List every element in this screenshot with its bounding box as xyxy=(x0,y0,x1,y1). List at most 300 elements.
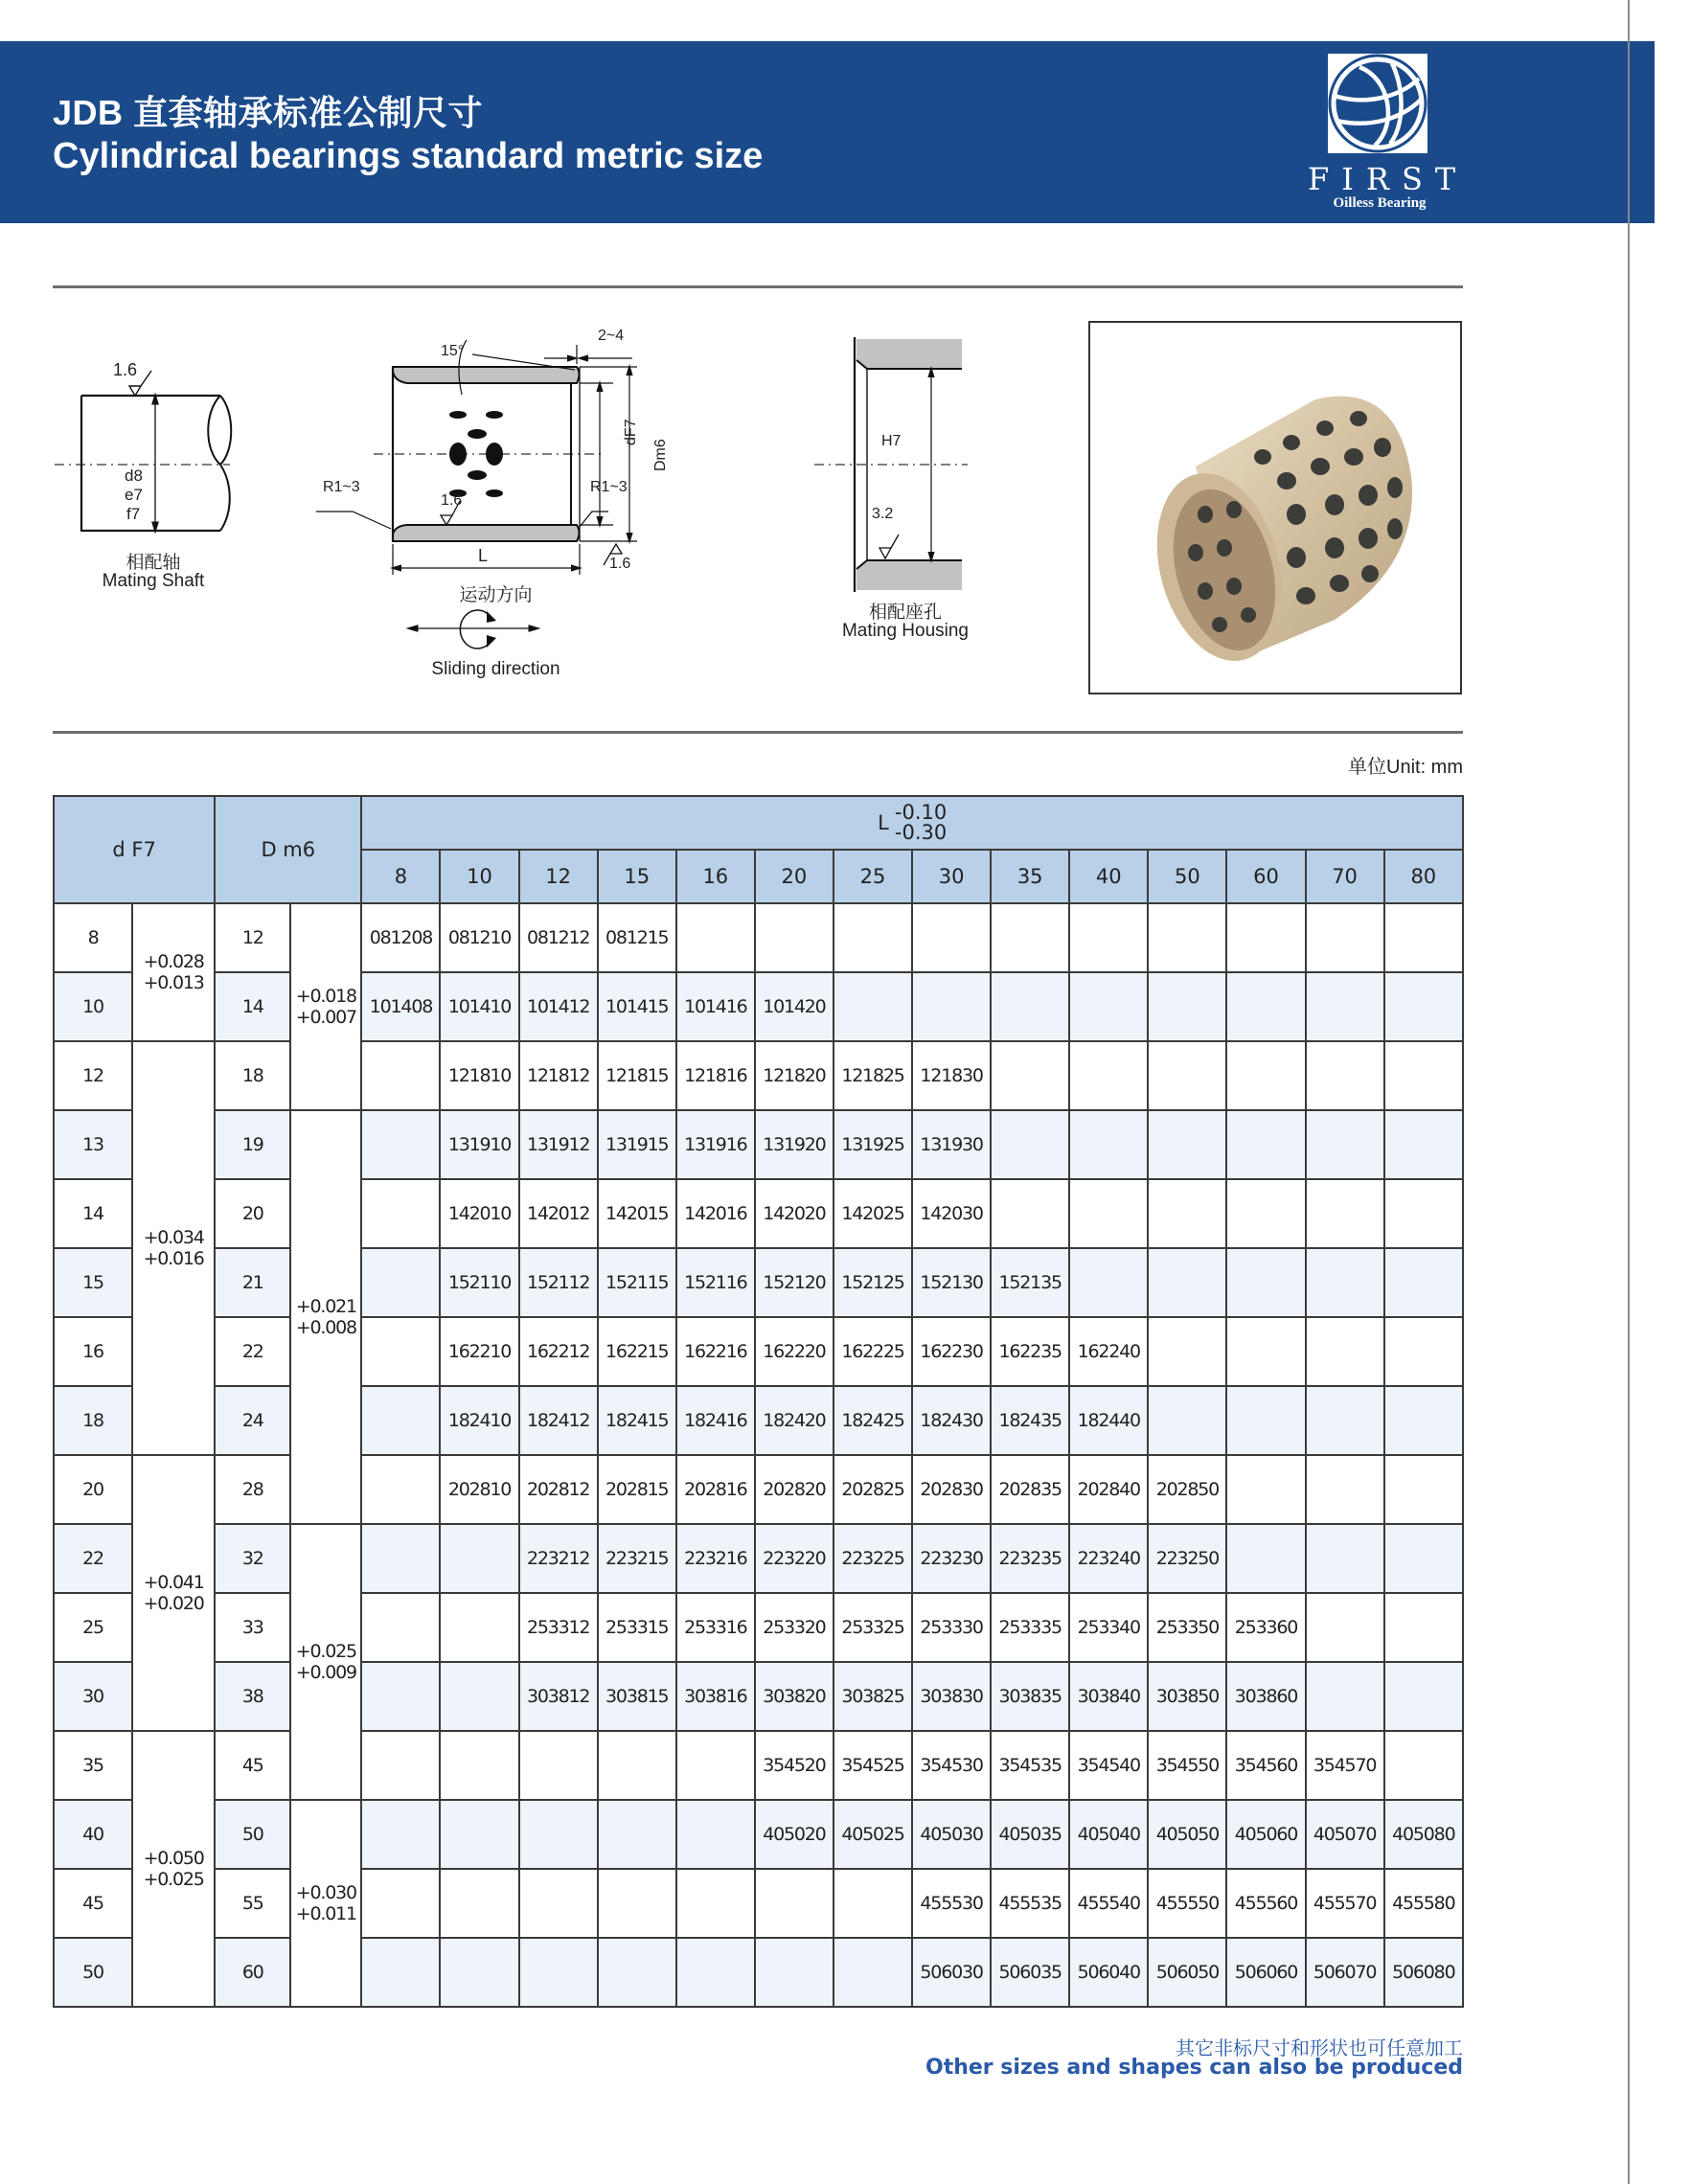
cell-part-code: 223216 xyxy=(676,1524,755,1593)
cell-part-code: 253312 xyxy=(519,1593,598,1662)
cell-part-code: 455540 xyxy=(1069,1869,1148,1938)
cell-part-code: 455560 xyxy=(1226,1869,1305,1938)
cell-part-code: 405050 xyxy=(1148,1800,1226,1869)
cell-part-code: 142010 xyxy=(440,1179,518,1248)
cell-part-code xyxy=(676,1869,755,1938)
bushing-chamfer: 2~4 xyxy=(598,328,625,344)
cell-part-code xyxy=(676,1800,755,1869)
cell-part-code: 202816 xyxy=(676,1455,755,1524)
cell-part-code xyxy=(1226,1455,1305,1524)
header-length-8: 8 xyxy=(361,850,440,903)
cell-part-code: 223250 xyxy=(1148,1524,1226,1593)
cell-part-code xyxy=(1384,1593,1463,1662)
cell-part-code xyxy=(1384,1110,1463,1179)
cell-part-code: 101410 xyxy=(440,972,518,1041)
cell-part-code xyxy=(1306,1248,1384,1317)
cell-d-tolerance xyxy=(132,1041,215,1455)
cell-d: 13 xyxy=(54,1110,132,1179)
cell-part-code: 202850 xyxy=(1148,1455,1226,1524)
cell-part-code: 303830 xyxy=(912,1662,991,1731)
cell-part-code xyxy=(361,1731,440,1800)
cell-part-code: 303812 xyxy=(519,1662,598,1731)
header-length-70: 70 xyxy=(1306,850,1384,903)
tol-upper: +0.041 xyxy=(143,1572,204,1593)
cell-part-code: 152112 xyxy=(519,1248,598,1317)
cell-part-code xyxy=(1069,1248,1148,1317)
cell-part-code: 131930 xyxy=(912,1110,991,1179)
header-length-25: 25 xyxy=(834,850,912,903)
cell-part-code: 142015 xyxy=(598,1179,676,1248)
cell-part-code xyxy=(598,1800,676,1869)
cell-part-code: 303820 xyxy=(755,1662,834,1731)
cell-part-code: 152125 xyxy=(834,1248,912,1317)
header-length-60: 60 xyxy=(1226,850,1305,903)
cell-part-code: 131915 xyxy=(598,1110,676,1179)
cell-part-code: 121830 xyxy=(912,1041,991,1110)
cell-part-code: 223235 xyxy=(991,1524,1069,1593)
housing-caption-cn: 相配座孔 xyxy=(868,603,942,623)
motion-caption-cn: 运动方向 xyxy=(459,585,533,605)
cell-part-code: 101408 xyxy=(361,972,440,1041)
cell-part-code xyxy=(1384,1041,1463,1110)
cell-part-code xyxy=(361,1317,440,1386)
product-photo-frame xyxy=(1088,321,1462,694)
cell-d: 10 xyxy=(54,972,132,1041)
cell-d-tolerance xyxy=(132,1731,215,2007)
bushing-drawing xyxy=(316,316,699,671)
cell-part-code xyxy=(519,1800,598,1869)
cell-part-code xyxy=(912,972,991,1041)
bushing-radius-right: R1~3 xyxy=(590,479,628,495)
cell-part-code: 182415 xyxy=(598,1386,676,1455)
motion-caption-en: Sliding direction xyxy=(431,659,560,679)
shaft-tolerance-d8: d8 xyxy=(125,466,143,485)
cell-part-code: 202820 xyxy=(755,1455,834,1524)
page-title-en: Cylindrical bearings standard metric size xyxy=(53,136,764,176)
cell-part-code: 162240 xyxy=(1069,1317,1148,1386)
cell-d: 50 xyxy=(54,1938,132,2007)
cell-part-code xyxy=(1384,1386,1463,1455)
cell-part-code: 182435 xyxy=(991,1386,1069,1455)
cell-part-code xyxy=(1226,1110,1305,1179)
cell-D: 33 xyxy=(215,1593,290,1662)
cell-part-code xyxy=(1306,1179,1384,1248)
cell-part-code: 131916 xyxy=(676,1110,755,1179)
cell-part-code xyxy=(1384,1524,1463,1593)
cell-D: 28 xyxy=(215,1455,290,1524)
cell-part-code: 162220 xyxy=(755,1317,834,1386)
tol-upper: +0.050 xyxy=(143,1848,204,1869)
cell-part-code: 506080 xyxy=(1384,1938,1463,2007)
cell-D: 12 xyxy=(215,903,290,972)
cell-part-code xyxy=(834,972,912,1041)
cell-part-code xyxy=(1226,1317,1305,1386)
tol-lower: +0.009 xyxy=(295,1662,356,1683)
cell-D: 24 xyxy=(215,1386,290,1455)
cell-d: 40 xyxy=(54,1800,132,1869)
cell-d-tolerance xyxy=(132,1455,215,1731)
bushing-inner-dim: dF7 xyxy=(623,419,639,445)
cell-part-code xyxy=(1306,1386,1384,1455)
cell-d: 8 xyxy=(54,903,132,972)
cell-part-code: 081210 xyxy=(440,903,518,972)
bushing-length: L xyxy=(478,546,489,565)
cell-part-code: 202810 xyxy=(440,1455,518,1524)
cell-d: 12 xyxy=(54,1041,132,1110)
cell-D: 19 xyxy=(215,1110,290,1179)
cell-part-code: 223215 xyxy=(598,1524,676,1593)
cell-part-code xyxy=(1069,972,1148,1041)
cell-part-code: 162210 xyxy=(440,1317,518,1386)
cell-part-code: 405030 xyxy=(912,1800,991,1869)
cell-part-code: 152120 xyxy=(755,1248,834,1317)
header-length-30: 30 xyxy=(912,850,991,903)
cell-part-code: 081215 xyxy=(598,903,676,972)
cell-part-code xyxy=(1226,1386,1305,1455)
divider-bottom xyxy=(53,731,1463,734)
cell-part-code xyxy=(1384,972,1463,1041)
bushing-angle: 15° xyxy=(441,343,465,359)
cell-part-code: 121815 xyxy=(598,1041,676,1110)
cell-part-code xyxy=(440,1524,518,1593)
cell-D: 14 xyxy=(215,972,290,1041)
table-row xyxy=(54,1938,1463,2007)
cell-part-code xyxy=(1148,1248,1226,1317)
cell-D: 22 xyxy=(215,1317,290,1386)
cell-part-code: 253320 xyxy=(755,1593,834,1662)
cell-part-code xyxy=(676,1731,755,1800)
cell-part-code xyxy=(1148,903,1226,972)
cell-part-code xyxy=(1148,1317,1226,1386)
header-d-f7: d F7 xyxy=(54,796,215,903)
cell-part-code: 303850 xyxy=(1148,1662,1226,1731)
header-length-80: 80 xyxy=(1384,850,1463,903)
cell-part-code xyxy=(1384,1731,1463,1800)
cell-part-code: 405060 xyxy=(1226,1800,1305,1869)
table-row xyxy=(54,1455,1463,1524)
cell-part-code xyxy=(991,1179,1069,1248)
cell-part-code: 506040 xyxy=(1069,1938,1148,2007)
cell-part-code: 182412 xyxy=(519,1386,598,1455)
cell-part-code: 354525 xyxy=(834,1731,912,1800)
cell-part-code: 131910 xyxy=(440,1110,518,1179)
cell-part-code xyxy=(519,1938,598,2007)
cell-part-code: 354560 xyxy=(1226,1731,1305,1800)
cell-part-code xyxy=(1069,1041,1148,1110)
cell-part-code: 354530 xyxy=(912,1731,991,1800)
cell-D: 45 xyxy=(215,1731,290,1800)
tol-lower: +0.011 xyxy=(295,1903,356,1924)
cell-part-code: 142012 xyxy=(519,1179,598,1248)
cell-d: 22 xyxy=(54,1524,132,1593)
cell-part-code xyxy=(834,903,912,972)
tol-lower: +0.020 xyxy=(143,1593,204,1614)
cell-part-code: 202812 xyxy=(519,1455,598,1524)
cell-d: 30 xyxy=(54,1662,132,1731)
page-edge-line xyxy=(1628,0,1630,2184)
cell-part-code xyxy=(1148,1179,1226,1248)
cell-part-code: 455530 xyxy=(912,1869,991,1938)
header-D-m6: D m6 xyxy=(215,796,361,903)
table-row xyxy=(54,903,1463,972)
cell-part-code xyxy=(440,1593,518,1662)
table-row xyxy=(54,1386,1463,1455)
logo-wordmark: FIRST xyxy=(1308,161,1469,197)
cell-D: 50 xyxy=(215,1800,290,1869)
cell-D-tolerance xyxy=(290,1800,361,2007)
cell-part-code xyxy=(440,1662,518,1731)
cell-part-code xyxy=(440,1800,518,1869)
cell-part-code: 354550 xyxy=(1148,1731,1226,1800)
cell-part-code: 303815 xyxy=(598,1662,676,1731)
cell-D: 18 xyxy=(215,1041,290,1110)
tol-upper: +0.018 xyxy=(295,986,356,1007)
cell-part-code: 152130 xyxy=(912,1248,991,1317)
cell-part-code: 455570 xyxy=(1306,1869,1384,1938)
cell-part-code: 162230 xyxy=(912,1317,991,1386)
bushing-roughness-inner: 1.6 xyxy=(441,492,463,509)
cell-part-code: 253330 xyxy=(912,1593,991,1662)
cell-d: 25 xyxy=(54,1593,132,1662)
cell-part-code xyxy=(361,1179,440,1248)
cell-part-code: 121812 xyxy=(519,1041,598,1110)
cell-part-code: 303825 xyxy=(834,1662,912,1731)
cell-part-code xyxy=(1226,1041,1305,1110)
shaft-caption-cn: 相配轴 xyxy=(126,553,181,573)
cell-part-code xyxy=(361,1593,440,1662)
cell-part-code: 162235 xyxy=(991,1317,1069,1386)
bushing-outer-dim: Dm6 xyxy=(652,439,669,471)
housing-roughness: 3.2 xyxy=(872,506,894,522)
housing-caption-en: Mating Housing xyxy=(841,621,970,641)
cell-part-code: 121816 xyxy=(676,1041,755,1110)
shaft-drawing xyxy=(53,354,244,546)
cell-part-code xyxy=(1069,1110,1148,1179)
cell-D: 20 xyxy=(215,1179,290,1248)
cell-part-code: 131925 xyxy=(834,1110,912,1179)
table-row xyxy=(54,1731,1463,1800)
tol-lower: +0.007 xyxy=(295,1007,356,1028)
cell-part-code: 131920 xyxy=(755,1110,834,1179)
cell-part-code: 223225 xyxy=(834,1524,912,1593)
table-row xyxy=(54,1593,1463,1662)
cell-part-code: 506035 xyxy=(991,1938,1069,2007)
header-length-20: 20 xyxy=(755,850,834,903)
cell-part-code: 081208 xyxy=(361,903,440,972)
cell-part-code: 142025 xyxy=(834,1179,912,1248)
footer-note-cn: 其它非标尺寸和形状也可任意加工 xyxy=(1176,2038,1463,2059)
table-row xyxy=(54,1662,1463,1731)
cell-part-code: 121825 xyxy=(834,1041,912,1110)
header-length xyxy=(361,796,1463,850)
cell-part-code xyxy=(1148,1041,1226,1110)
cell-part-code xyxy=(755,1869,834,1938)
cell-part-code: 162225 xyxy=(834,1317,912,1386)
cell-part-code: 101416 xyxy=(676,972,755,1041)
cell-d: 20 xyxy=(54,1455,132,1524)
cell-D-tolerance xyxy=(290,1110,361,1524)
cell-part-code xyxy=(440,1869,518,1938)
cell-part-code xyxy=(440,1938,518,2007)
cell-part-code: 101420 xyxy=(755,972,834,1041)
cell-part-code xyxy=(1384,1662,1463,1731)
header-length-12: 12 xyxy=(519,850,598,903)
cell-part-code xyxy=(1306,1317,1384,1386)
header-length-label: L xyxy=(878,811,889,834)
cell-part-code: 253335 xyxy=(991,1593,1069,1662)
cell-part-code: 162216 xyxy=(676,1317,755,1386)
cell-part-code xyxy=(755,903,834,972)
cell-part-code: 152116 xyxy=(676,1248,755,1317)
cell-part-code: 455535 xyxy=(991,1869,1069,1938)
cell-part-code xyxy=(834,1938,912,2007)
cell-part-code xyxy=(1069,903,1148,972)
cell-part-code: 202830 xyxy=(912,1455,991,1524)
cell-part-code: 354570 xyxy=(1306,1731,1384,1800)
tol-upper: +0.021 xyxy=(295,1296,356,1317)
header-length-10: 10 xyxy=(440,850,518,903)
cell-part-code: 142016 xyxy=(676,1179,755,1248)
cell-part-code: 303835 xyxy=(991,1662,1069,1731)
cell-part-code xyxy=(834,1869,912,1938)
cell-part-code xyxy=(361,1938,440,2007)
cell-D: 38 xyxy=(215,1662,290,1731)
cell-part-code: 202835 xyxy=(991,1455,1069,1524)
cell-part-code: 303860 xyxy=(1226,1662,1305,1731)
cell-d: 18 xyxy=(54,1386,132,1455)
cell-part-code: 223212 xyxy=(519,1524,598,1593)
cell-part-code xyxy=(361,1110,440,1179)
header-length-15: 15 xyxy=(598,850,676,903)
cell-part-code: 405020 xyxy=(755,1800,834,1869)
cell-part-code xyxy=(1306,1110,1384,1179)
tol-lower: +0.008 xyxy=(295,1317,356,1338)
cell-part-code xyxy=(361,1800,440,1869)
cell-part-code xyxy=(361,1041,440,1110)
cell-d: 15 xyxy=(54,1248,132,1317)
cell-part-code xyxy=(361,1524,440,1593)
cell-d: 35 xyxy=(54,1731,132,1800)
cell-part-code xyxy=(1148,1110,1226,1179)
cell-part-code xyxy=(1384,903,1463,972)
cell-part-code: 455550 xyxy=(1148,1869,1226,1938)
cell-part-code: 303840 xyxy=(1069,1662,1148,1731)
header-length-50: 50 xyxy=(1148,850,1226,903)
cell-d: 16 xyxy=(54,1317,132,1386)
table-row xyxy=(54,1317,1463,1386)
cell-part-code xyxy=(912,903,991,972)
cell-part-code: 354540 xyxy=(1069,1731,1148,1800)
cell-part-code: 223240 xyxy=(1069,1524,1148,1593)
bearing-photo xyxy=(1090,323,1460,693)
cell-part-code xyxy=(361,1248,440,1317)
tol-upper: +0.025 xyxy=(295,1641,356,1662)
divider-top xyxy=(53,285,1463,288)
tol-lower: +0.025 xyxy=(143,1869,204,1890)
cell-part-code: 182416 xyxy=(676,1386,755,1455)
cell-part-code: 202815 xyxy=(598,1455,676,1524)
cell-part-code: 182430 xyxy=(912,1386,991,1455)
cell-part-code xyxy=(755,1938,834,2007)
cell-part-code: 121810 xyxy=(440,1041,518,1110)
logo-tagline: Oilless Bearing xyxy=(1333,195,1427,211)
cell-part-code: 101412 xyxy=(519,972,598,1041)
cell-part-code: 303816 xyxy=(676,1662,755,1731)
cell-part-code xyxy=(519,1869,598,1938)
cell-part-code xyxy=(1306,903,1384,972)
cell-part-code xyxy=(1148,1386,1226,1455)
bushing-roughness-outer: 1.6 xyxy=(609,556,631,572)
cell-part-code: 223220 xyxy=(755,1524,834,1593)
cell-part-code: 152135 xyxy=(991,1248,1069,1317)
tol-upper: +0.030 xyxy=(295,1882,356,1903)
cell-part-code: 506050 xyxy=(1148,1938,1226,2007)
cell-part-code: 131912 xyxy=(519,1110,598,1179)
cell-part-code: 152115 xyxy=(598,1248,676,1317)
cell-d: 45 xyxy=(54,1869,132,1938)
footer-note-en: Other sizes and shapes can also be produced xyxy=(925,2056,1463,2080)
cell-part-code: 182420 xyxy=(755,1386,834,1455)
cell-part-code xyxy=(1306,1524,1384,1593)
cell-part-code: 455580 xyxy=(1384,1869,1463,1938)
table-row xyxy=(54,1248,1463,1317)
cell-part-code xyxy=(1384,1455,1463,1524)
tol-upper: +0.034 xyxy=(143,1227,204,1248)
shaft-roughness: 1.6 xyxy=(113,360,138,379)
page-title-cn: JDB 直套轴承标准公制尺寸 xyxy=(53,93,484,132)
cell-part-code xyxy=(676,903,755,972)
header-length-tol-upper: -0.10 xyxy=(894,801,948,824)
cell-part-code: 101415 xyxy=(598,972,676,1041)
header-length-16: 16 xyxy=(676,850,755,903)
cell-part-code: 202840 xyxy=(1069,1455,1148,1524)
housing-drawing xyxy=(814,326,977,594)
cell-part-code: 182440 xyxy=(1069,1386,1148,1455)
cell-part-code xyxy=(440,1731,518,1800)
cell-part-code: 253350 xyxy=(1148,1593,1226,1662)
cell-part-code xyxy=(598,1731,676,1800)
shaft-tolerance-e7: e7 xyxy=(125,486,143,504)
cell-part-code xyxy=(519,1731,598,1800)
cell-part-code xyxy=(1306,1593,1384,1662)
bushing-radius-left: R1~3 xyxy=(323,479,360,495)
cell-part-code: 202825 xyxy=(834,1455,912,1524)
cell-part-code: 162215 xyxy=(598,1317,676,1386)
table-row xyxy=(54,1110,1463,1179)
cell-D: 21 xyxy=(215,1248,290,1317)
cell-part-code: 405040 xyxy=(1069,1800,1148,1869)
cell-part-code: 405080 xyxy=(1384,1800,1463,1869)
cell-part-code: 182410 xyxy=(440,1386,518,1455)
cell-part-code xyxy=(361,1662,440,1731)
cell-part-code: 142020 xyxy=(755,1179,834,1248)
table-row xyxy=(54,1524,1463,1593)
unit-label: 单位Unit: mm xyxy=(1348,757,1463,778)
header-length-tol-lower: -0.30 xyxy=(894,821,948,844)
cell-part-code: 253325 xyxy=(834,1593,912,1662)
cell-part-code xyxy=(1226,1524,1305,1593)
table-row xyxy=(54,1041,1463,1110)
cell-d: 14 xyxy=(54,1179,132,1248)
cell-part-code: 405070 xyxy=(1306,1800,1384,1869)
cell-part-code xyxy=(991,1110,1069,1179)
tol-lower: +0.016 xyxy=(143,1248,204,1269)
cell-part-code xyxy=(1069,1179,1148,1248)
table-row xyxy=(54,1800,1463,1869)
cell-part-code: 253360 xyxy=(1226,1593,1305,1662)
cell-part-code: 405025 xyxy=(834,1800,912,1869)
cell-part-code: 162212 xyxy=(519,1317,598,1386)
